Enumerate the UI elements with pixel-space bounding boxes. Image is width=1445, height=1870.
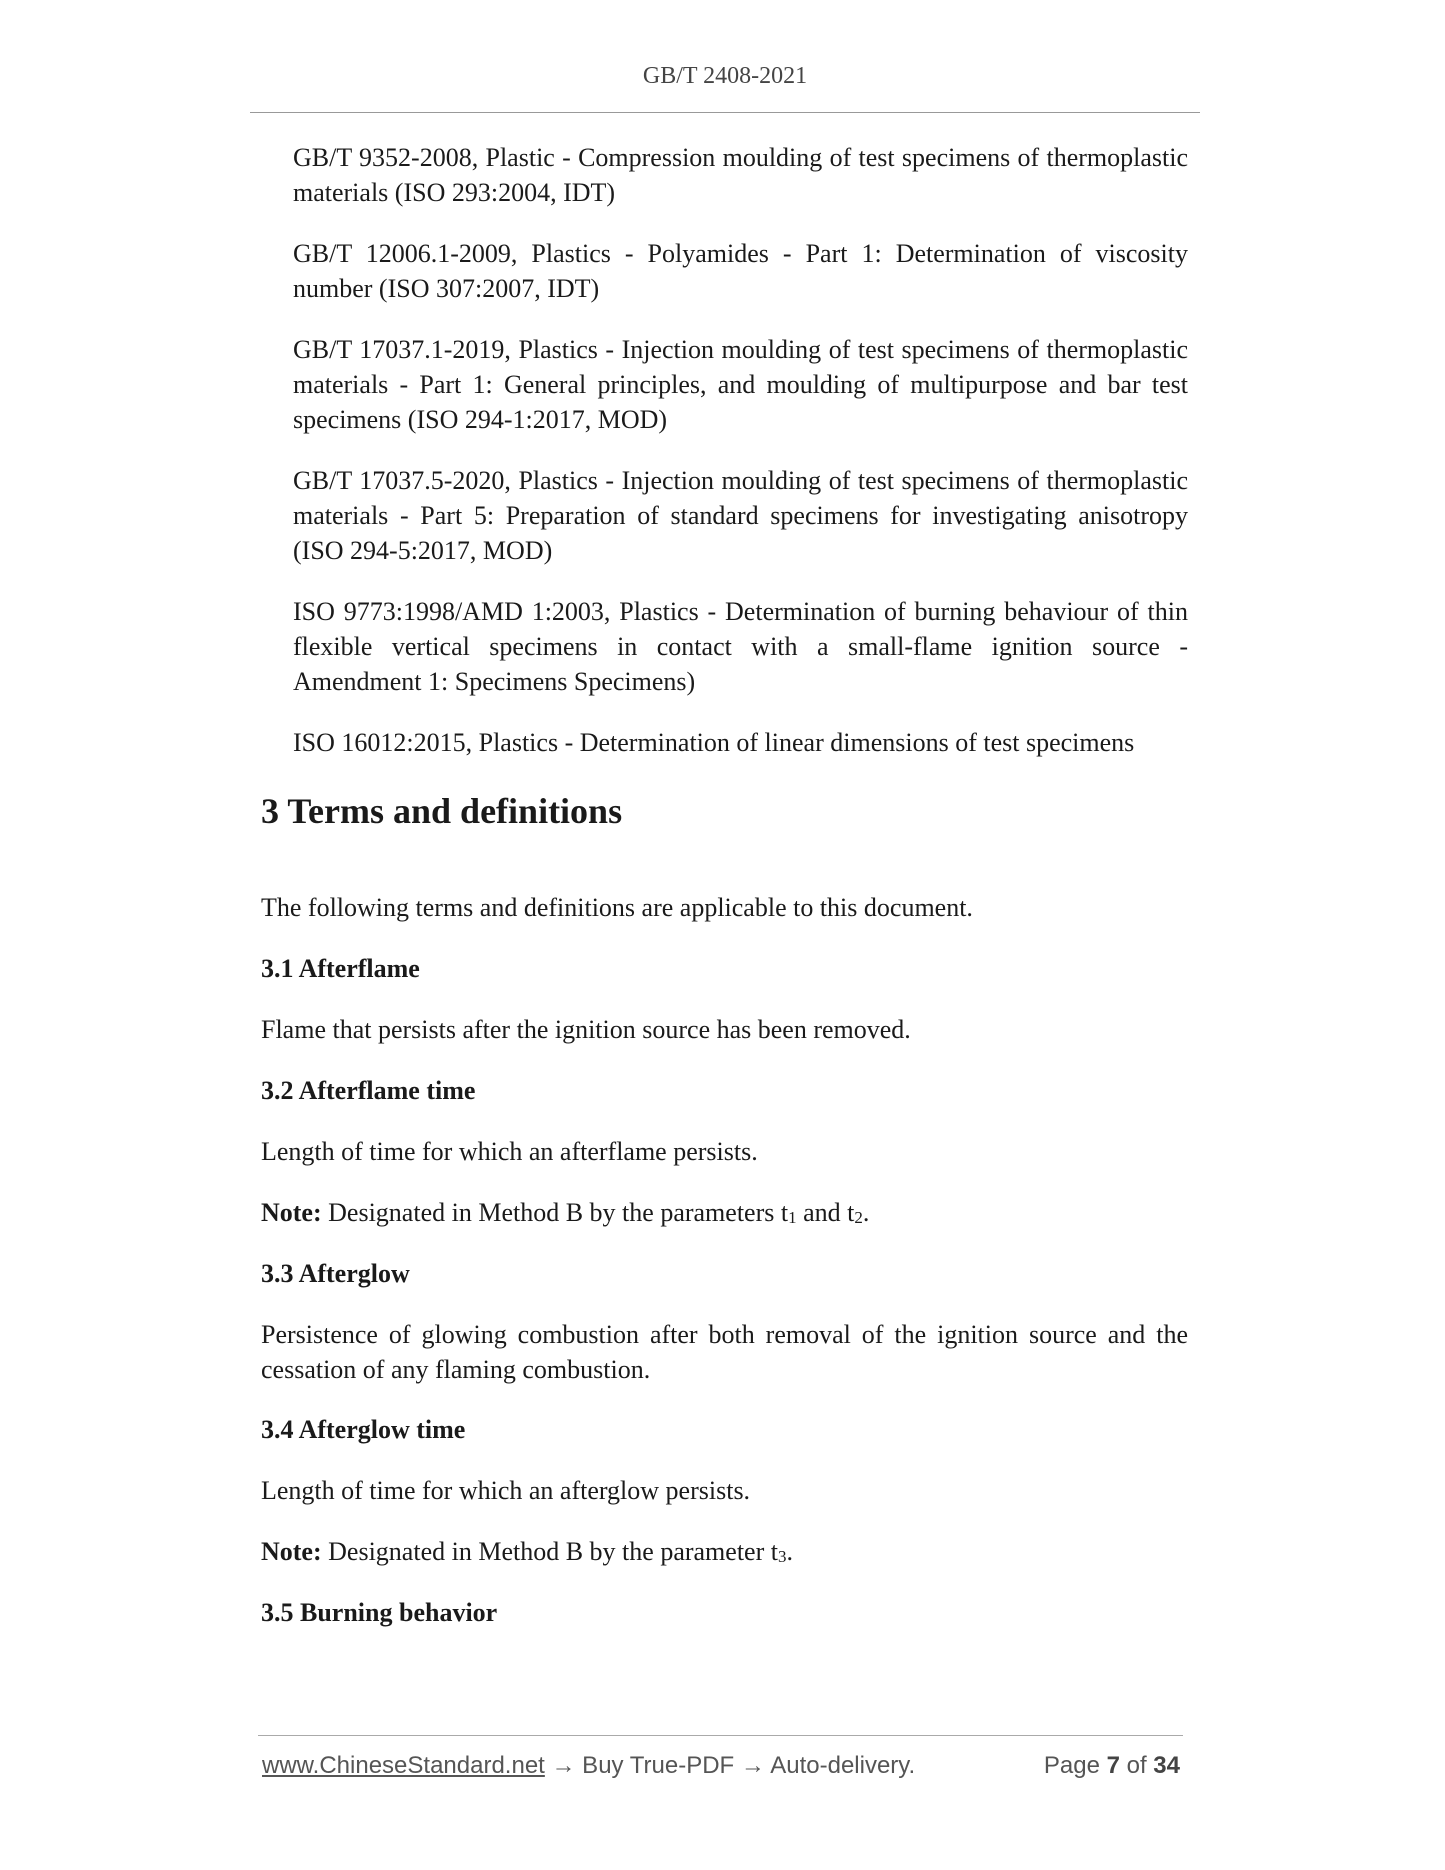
page-total: 34 (1153, 1752, 1180, 1779)
term-def-3-3: Persistence of glowing combustion after both removal of the ignition source and the cessation of any flaming combustion. (261, 1320, 1188, 1384)
term-title-3-4: 3.4 Afterglow time (261, 1415, 466, 1444)
subscript: 3 (777, 1547, 787, 1566)
term-title-3-5: 3.5 Burning behavior (261, 1598, 498, 1627)
footer-tagline: → Buy True-PDF → Auto-delivery. (544, 1752, 916, 1779)
term-title-3-3: 3.3 Afterglow (261, 1259, 410, 1288)
document-header: GB/T 2408-2021 (642, 63, 808, 89)
note-text: Designated in Method B by the parameters t (321, 1198, 789, 1227)
subscript: 1 (788, 1208, 797, 1227)
term-def-3-4: Length of time for which an afterglow persists. (261, 1476, 751, 1505)
note-text: Designated in Method B by the parameter t (321, 1537, 778, 1566)
reference-item: GB/T 12006.1-2009, Plastics - Polyamides - Part 1: Determination of viscosity number (ISO 307:2007, IDT) (293, 239, 1188, 303)
term-def-3-2: Length of time for which an afterflame persists. (261, 1137, 758, 1166)
section-heading: 3 Terms and definitions (261, 791, 623, 831)
note-text: and t (796, 1198, 855, 1227)
reference-item: GB/T 17037.1-2019, Plastics - Injection moulding of test specimens of thermoplastic materials - Part 1: General principles, and moulding of multipurpose and bar test specimens (ISO 294-1:2017, MOD) (293, 335, 1188, 434)
normative-references-list (293, 140, 1188, 786)
page-label: Page (1043, 1752, 1107, 1779)
reference-item: ISO 16012:2015, Plastics - Determination of linear dimensions of test specimens (293, 728, 1135, 757)
page-indicator (1044, 1752, 1180, 1780)
note-text: . (786, 1537, 793, 1566)
term-title-3-2: 3.2 Afterflame time (261, 1076, 476, 1105)
note-label: Note: (261, 1537, 322, 1566)
reference-item: GB/T 9352-2008, Plastic - Compression moulding of test specimens of thermoplastic materials (ISO 293:2004, IDT) (293, 143, 1188, 207)
reference-item: GB/T 17037.5-2020, Plastics - Injection moulding of test specimens of thermoplastic materials - Part 5: Preparation of standard specimens for investigating anisotropy (ISO 294-5:2017, MOD) (293, 466, 1188, 565)
header-divider (250, 112, 1200, 113)
note-label: Note: (261, 1198, 322, 1227)
term-note-3-4 (261, 1534, 1188, 1574)
section-intro: The following terms and definitions are applicable to this document. (261, 893, 973, 922)
reference-item: ISO 9773:1998/AMD 1:2003, Plastics - Determination of burning behaviour of thin flexible vertical specimens in contact with a small-flame ignition source - Amendment 1: Specimens Specimens) (293, 597, 1188, 696)
of-label: of (1119, 1752, 1154, 1779)
page-footer (262, 1752, 1182, 1780)
term-title-3-1: 3.1 Afterflame (261, 954, 420, 983)
page-number: 7 (1106, 1752, 1120, 1779)
subscript: 2 (854, 1208, 863, 1227)
term-note-3-2 (261, 1195, 1188, 1235)
note-text: . (862, 1198, 870, 1227)
store-link[interactable]: www.ChineseStandard.net (262, 1752, 545, 1779)
footer-divider (258, 1735, 1183, 1736)
term-def-3-1: Flame that persists after the ignition source has been removed. (261, 1015, 911, 1044)
